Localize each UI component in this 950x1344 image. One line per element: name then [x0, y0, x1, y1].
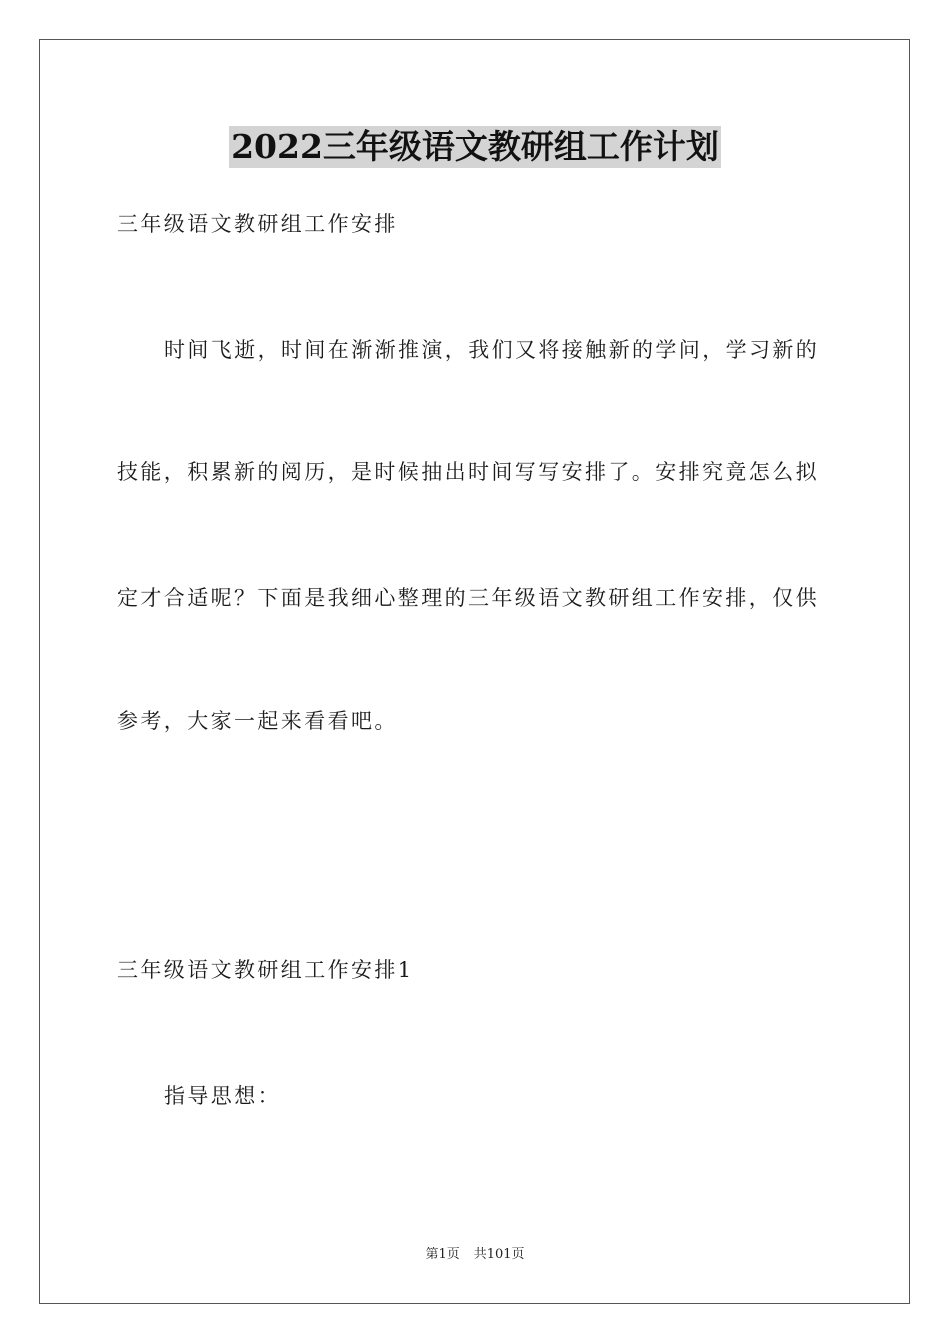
page-footer	[0, 1246, 950, 1264]
paragraph-line-4: 参考，大家一起来看看吧。	[117, 709, 398, 733]
subtitle: 三年级语文教研组工作安排	[117, 212, 398, 236]
page-number: 第1页	[425, 1247, 460, 1262]
paragraph-line-2: 技能，积累新的阅历，是时候抽出时间写写安排了。安排究竟怎么拟	[117, 460, 819, 484]
section-heading: 三年级语文教研组工作安排1	[117, 958, 414, 982]
document-title: 2022三年级语文教研组工作计划	[231, 127, 719, 166]
paragraph-line-1: 时间飞逝，时间在渐渐推演，我们又将接触新的学问，学习新的	[164, 338, 820, 362]
paragraph-line-3: 定才合适呢？下面是我细心整理的三年级语文教研组工作安排，仅供	[117, 586, 819, 610]
page-total: 共101页	[473, 1247, 525, 1262]
title-container	[0, 126, 950, 168]
section-label: 指导思想：	[164, 1084, 281, 1108]
